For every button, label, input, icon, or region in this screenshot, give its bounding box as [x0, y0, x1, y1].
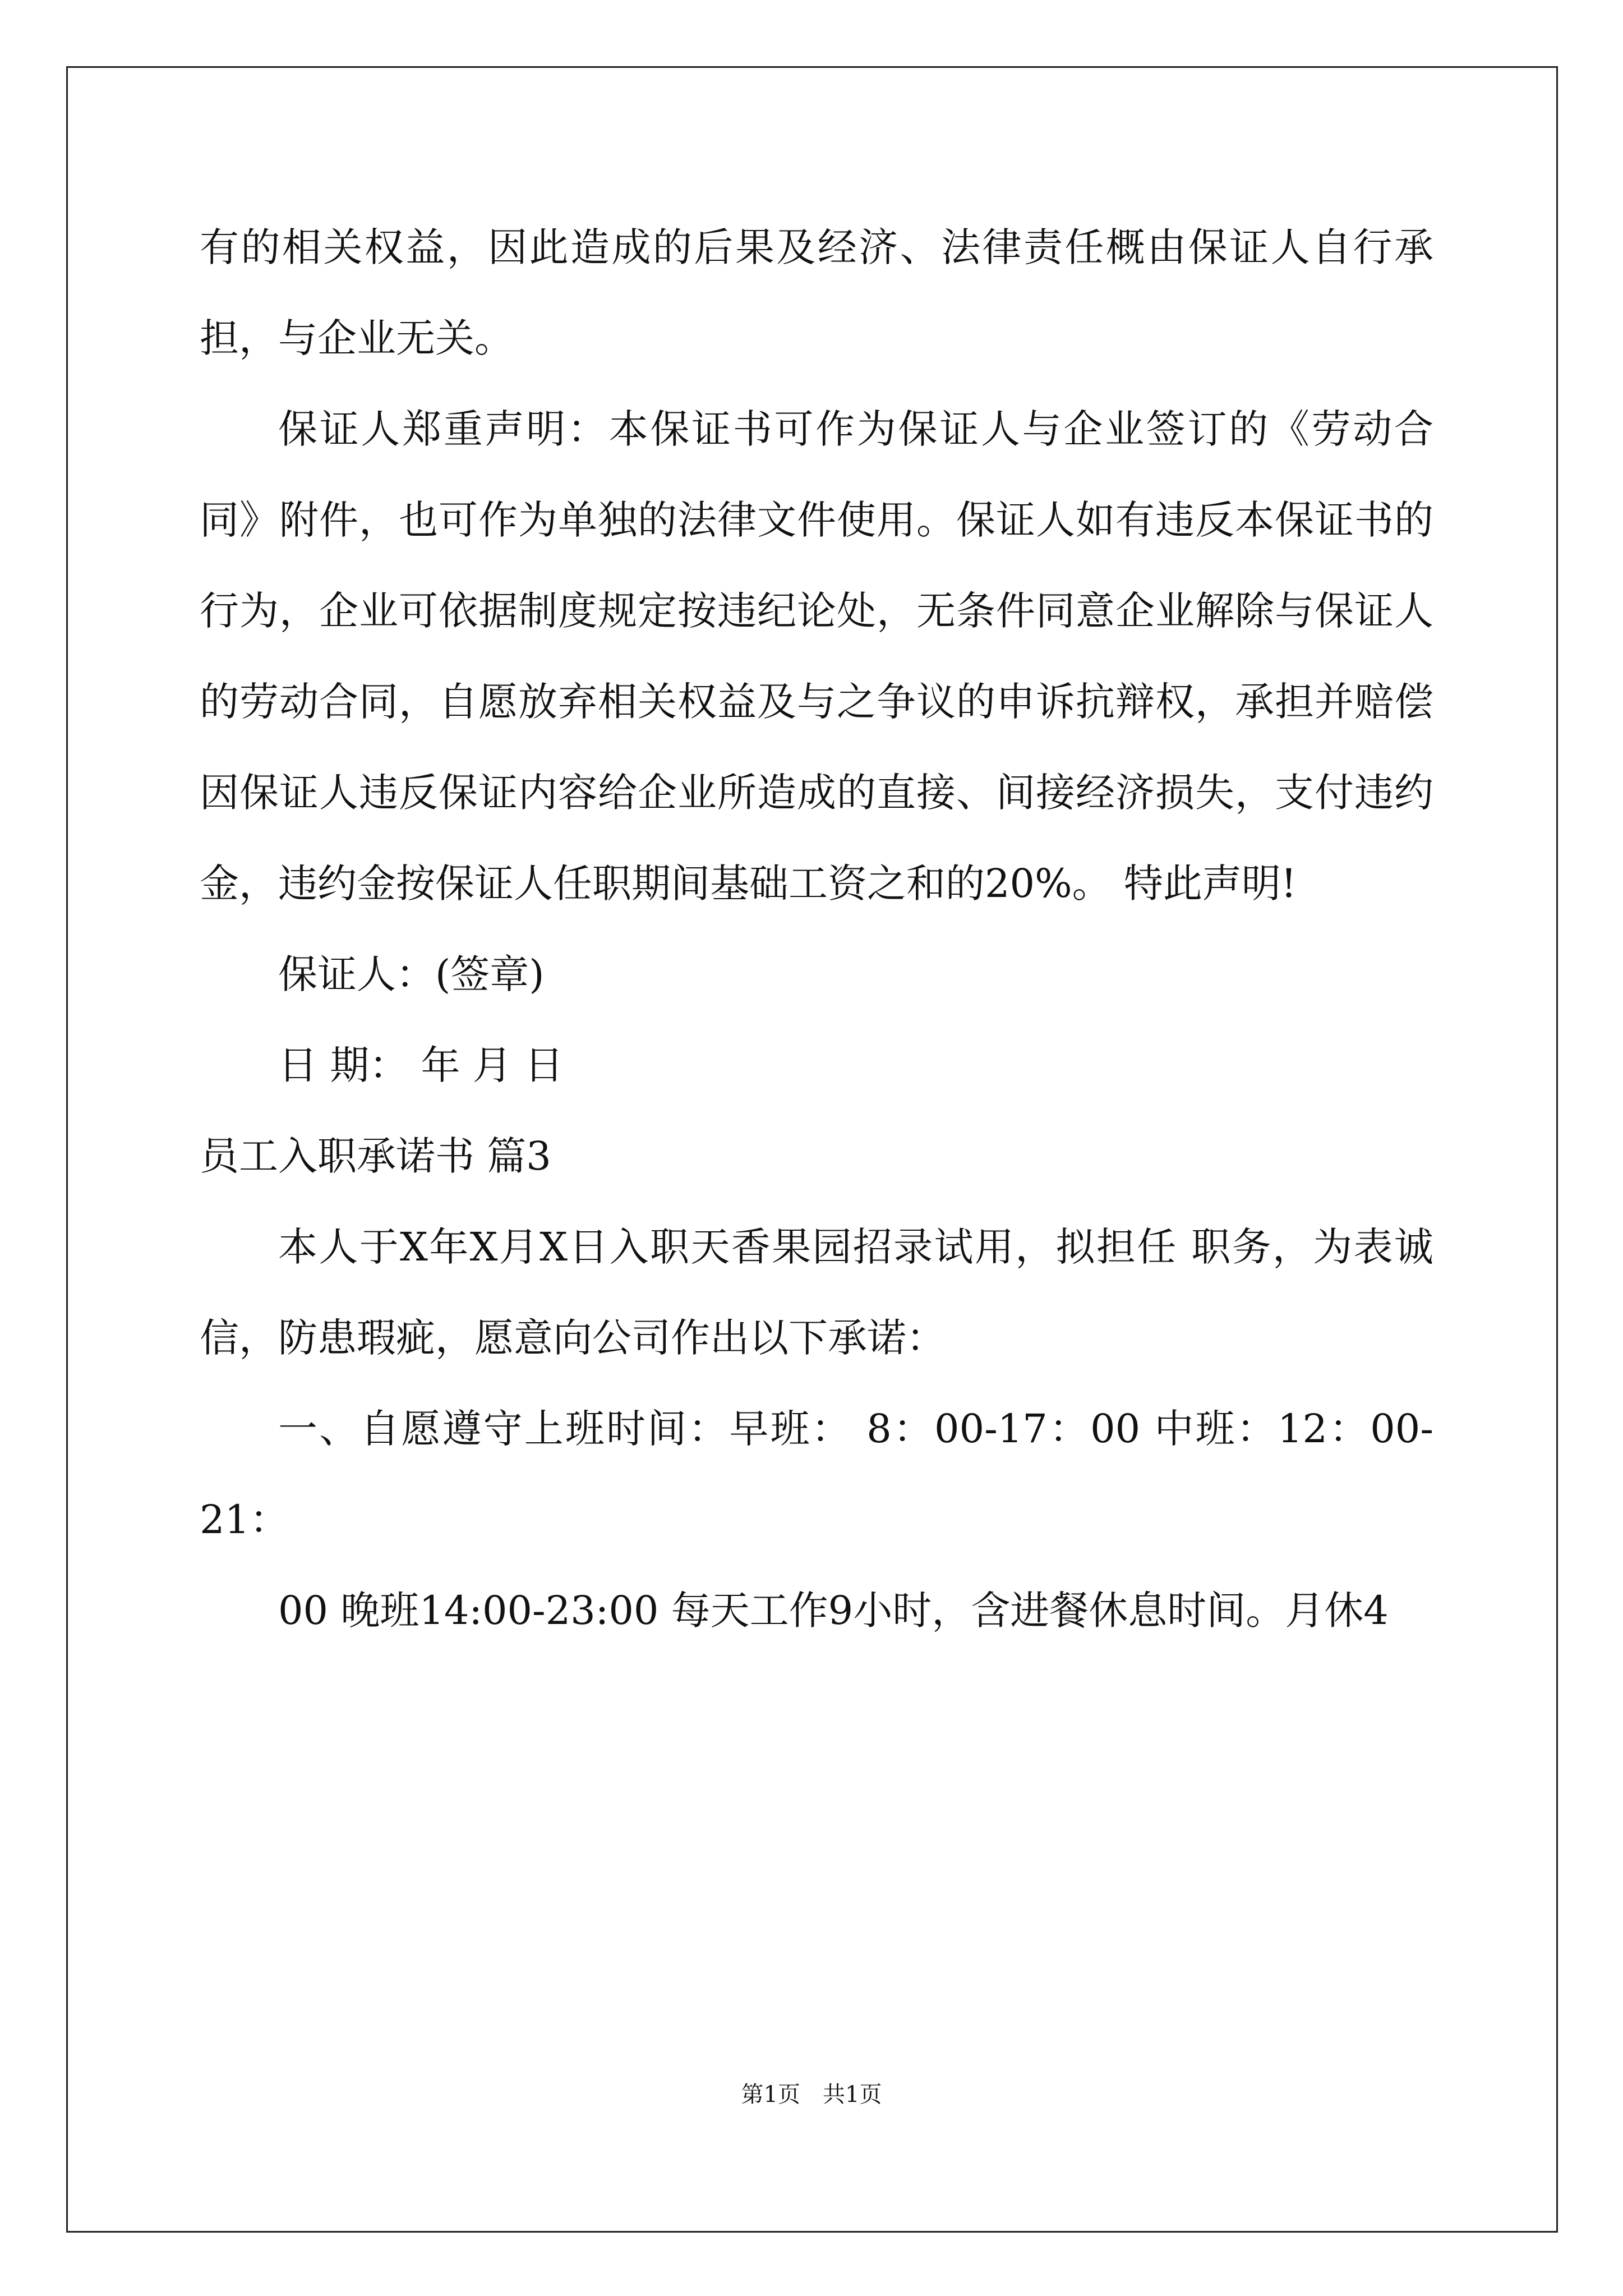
page-number-label: 第1页 共1页 [741, 2082, 882, 2108]
paragraph-work-hours: 一、自愿遵守上班时间：早班： 8：00-17：00 中班：12：00-21： [200, 1406, 1433, 1543]
section-heading: 员工入职承诺书 篇3 [200, 1133, 551, 1179]
paragraph-rights-clause: 有的相关权益，因此造成的后果及经济、法律责任概由保证人自行承担，与企业无关。 [200, 224, 1433, 361]
paragraph-shift-details: 00 晚班14:00-23:00 每天工作9小时，含进餐休息时间。月休4 [278, 1588, 1389, 1634]
page-footer [0, 2079, 1623, 2110]
document-body [200, 202, 1433, 1656]
date-line: 日 期： 年 月 日 [278, 1042, 564, 1088]
paragraph-guarantor-declaration: 保证人郑重声明：本保证书可作为保证人与企业签订的《劳动合同》附件，也可作为单独的法律文件使用。保证人如有违反本保证书的行为，企业可依据制度规定按违纪论处，无条件同意企业解除与保证人的劳动合同，自愿放弃相关权益及与之争议的申诉抗辩权，承担并赔偿因保证人违反保证内容给企业所造成的直接、间接经济损失，支付违约金，违约金按保证人任职期间基础工资之和的20%。 特此声明! [200, 406, 1433, 907]
paragraph-commitment-intro: 本人于X年X月X日入职天香果园招录试用，拟担任 职务，为表诚信，防患瑕疵，愿意向公司作出以下承诺： [200, 1224, 1433, 1361]
guarantor-signature-line: 保证人：(签章) [278, 951, 545, 997]
